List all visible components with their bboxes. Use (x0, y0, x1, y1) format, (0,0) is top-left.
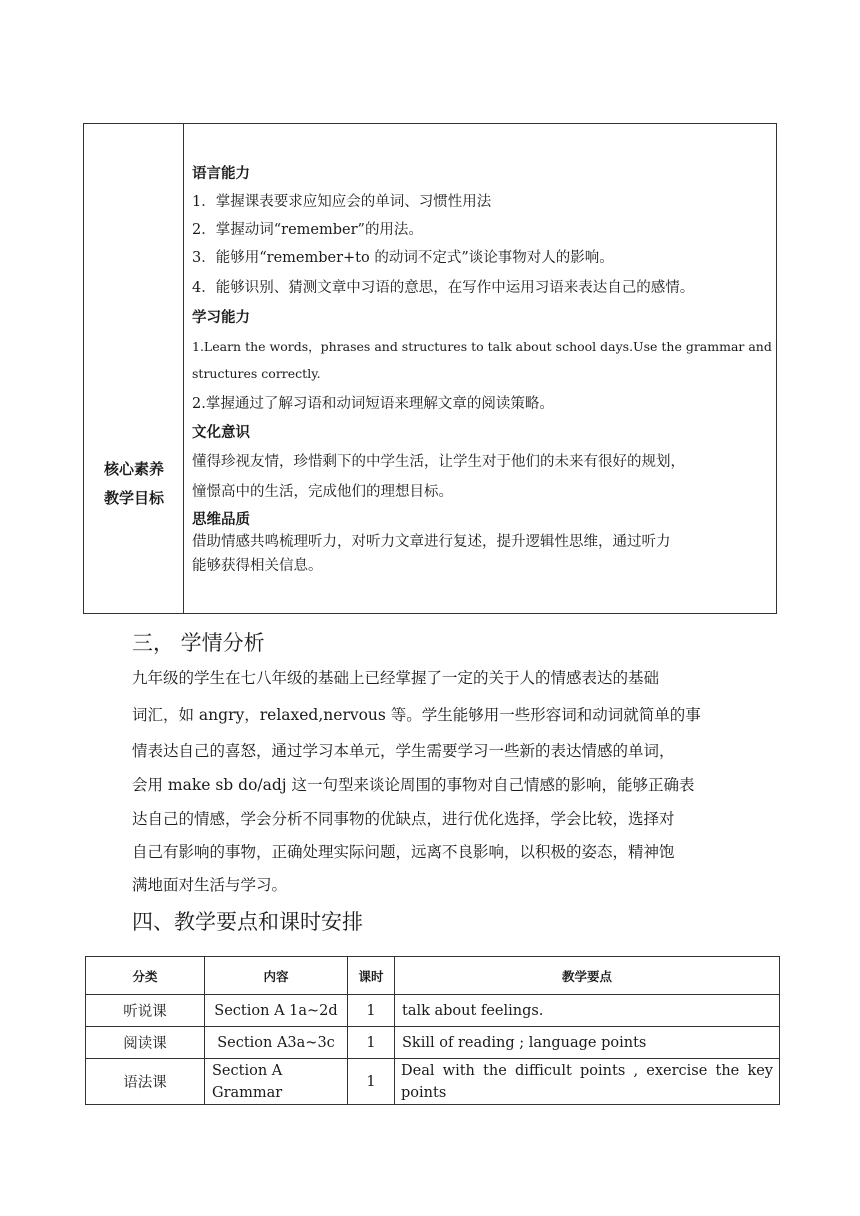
paragraph-line: 达自己的情感，学会分析不同事物的优缺点，进行优化选择，学会比较，选择对 (132, 810, 675, 828)
heading-cultural-awareness: 文化意识 (192, 425, 250, 441)
objectives-label-cell (84, 124, 184, 613)
header-content: 内容 (205, 957, 348, 995)
table-row (86, 995, 780, 1027)
cell-type: 听说课 (86, 995, 205, 1027)
heading-learning-ability: 学习能力 (192, 310, 250, 326)
objective-line: 能够获得相关信息。 (192, 558, 323, 574)
objective-line: structures correctly. (192, 366, 321, 381)
header-hours: 课时 (348, 957, 395, 995)
schedule-table (85, 956, 780, 1105)
paragraph-line: 九年级的学生在七八年级的基础上已经掌握了一定的关于人的情感表达的基础 (132, 669, 660, 687)
table-row (86, 1059, 780, 1105)
objectives-content-cell (184, 124, 776, 613)
paragraph-line: 情表达自己的喜怒，通过学习本单元，学生需要学习一些新的表达情感的单词， (132, 742, 675, 760)
label-line-2: 教学目标 (103, 489, 164, 507)
cell-points-line: Deal with the difficult points , exercise the key (401, 1062, 773, 1079)
cell-content: Section A 1a~2d (205, 995, 348, 1027)
label-line-1: 核心素养 (103, 460, 164, 478)
cell-content-line: Grammar (212, 1084, 283, 1101)
section-4-title: 四、教学要点和课时安排 (132, 910, 363, 934)
objectives-table (83, 123, 777, 614)
objective-line: 懂得珍视友情，珍惜剩下的中学生活，让学生对于他们的未来有很好的规划， (192, 454, 685, 470)
paragraph-line: 自己有影响的事物，正确处理实际问题，远离不良影响，以积极的姿态，精神饱 (132, 843, 675, 861)
paragraph-line: 会用 make sb do/adj 这一句型来谈论周围的事物对自己情感的影响，能够正确表 (132, 776, 695, 794)
cell-points: Skill of reading ; language points (395, 1027, 780, 1059)
cell-content: Section A3a~3c (205, 1027, 348, 1059)
cell-points (395, 1059, 780, 1105)
cell-hours: 1 (348, 1027, 395, 1059)
paragraph-line: 词汇，如 angry，relaxed,nervous 等。学生能够用一些形容词和动词就简单的事 (132, 706, 701, 724)
heading-thinking-quality: 思维品质 (192, 512, 250, 528)
cell-content-line: Section A (212, 1062, 283, 1079)
section-3-title: 三， 学情分析 (132, 631, 265, 655)
cell-hours: 1 (348, 1059, 395, 1105)
cell-type: 语法课 (86, 1059, 205, 1105)
objective-line: 憧憬高中的生活，完成他们的理想目标。 (192, 484, 453, 500)
cell-hours: 1 (348, 995, 395, 1027)
objective-line: 1.Learn the words，phrases and structures to talk about school days.Use the grammar and (192, 339, 772, 354)
cell-points: talk about feelings. (395, 995, 780, 1027)
header-type: 分类 (86, 957, 205, 995)
objective-line: 2．掌握动词“remember”的用法。 (192, 222, 423, 238)
table-header-row (86, 957, 780, 995)
objective-line: 3．能够用“remember+to 的动词不定式”谈论事物对人的影响。 (192, 250, 614, 266)
objective-line: 2.掌握通过了解习语和动词短语来理解文章的阅读策略。 (192, 396, 554, 412)
paragraph-line: 满地面对生活与学习。 (132, 876, 288, 894)
objective-line: 借助情感共鸣梳理听力，对听力文章进行复述，提升逻辑性思维，通过听力 (192, 534, 671, 550)
objective-line: 1．掌握课表要求应知应会的单词、习惯性用法 (192, 194, 492, 210)
cell-content (205, 1059, 348, 1105)
cell-points-line: points (401, 1084, 447, 1101)
objective-line: 4．能够识别、猜测文章中习语的意思，在写作中运用习语来表达自己的感情。 (192, 280, 695, 296)
heading-language-ability: 语言能力 (192, 166, 250, 182)
table-row (86, 1027, 780, 1059)
header-points: 教学要点 (395, 957, 780, 995)
cell-type: 阅读课 (86, 1027, 205, 1059)
